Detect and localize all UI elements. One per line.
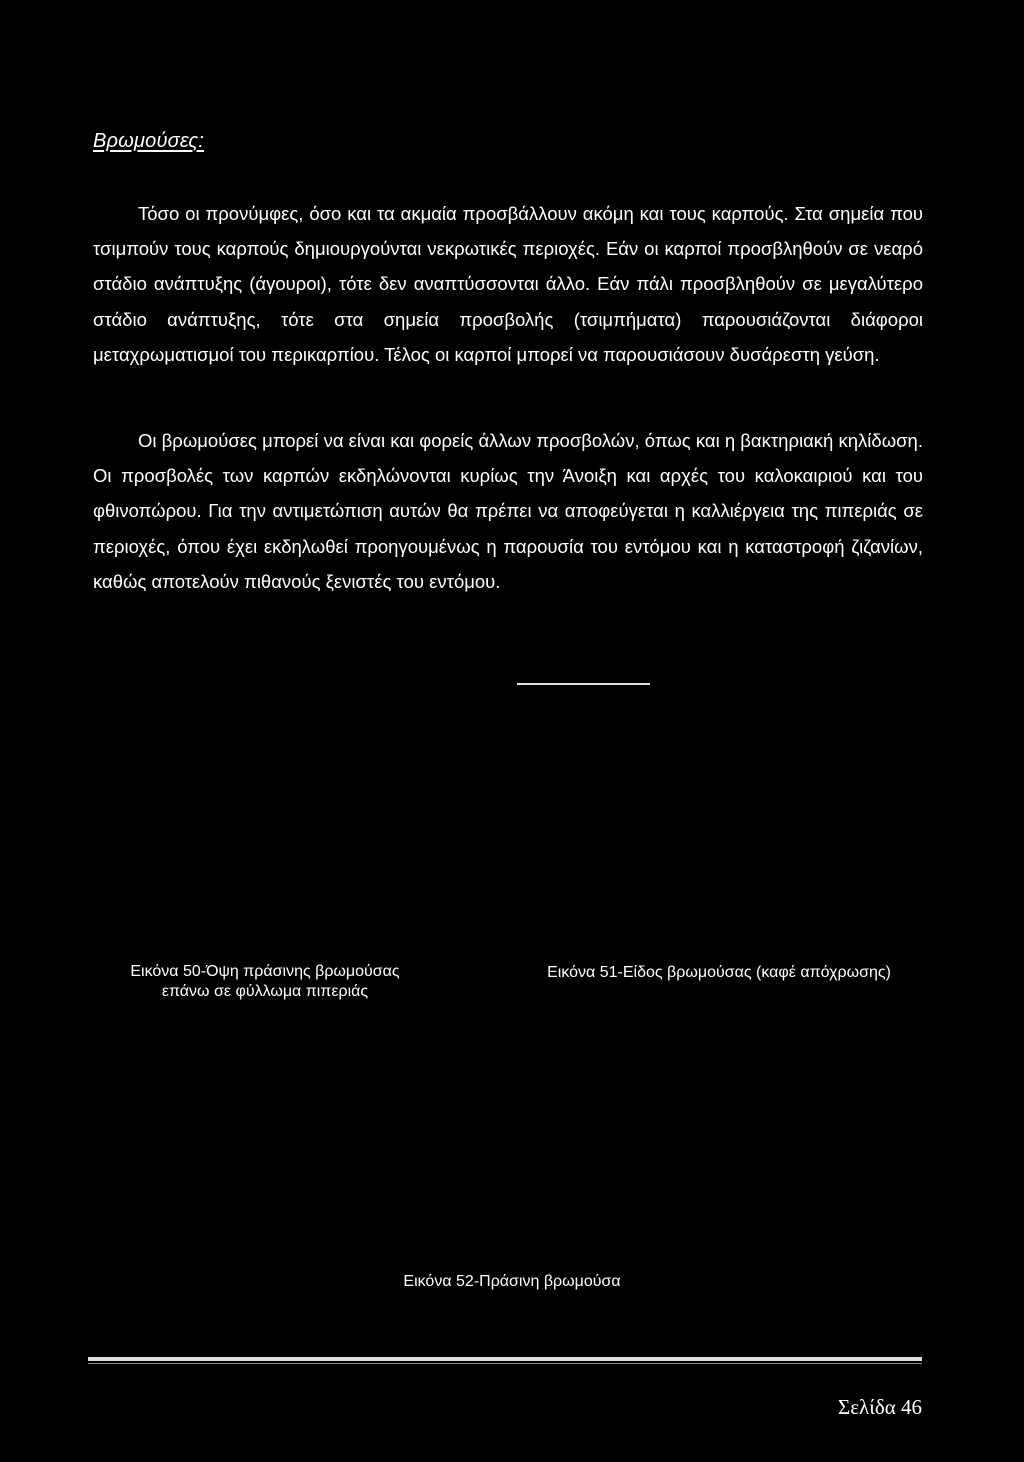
footer-rule <box>88 1357 922 1361</box>
figure-50-caption-line1: Εικόνα 50-Όψη πράσινης βρωμούσας <box>130 963 400 980</box>
figure-50-caption-line2: επάνω σε φύλλωμα πιπεριάς <box>161 983 369 1000</box>
section-title: Βρωμούσες: <box>93 130 205 152</box>
page-number: Σελίδα 46 <box>837 1395 922 1419</box>
paragraph-damage-description: Τόσο οι προνύμφες, όσο και τα ακμαία προσβάλλουν ακόμη και τους καρπούς. Στα σημεία που τσιμπούν τους καρπούς δημιουργούνται νεκρωτικές περιοχές. Εάν οι καρποί προσβληθούν σε νεαρό στάδιο ανάπτυξης (άγουροι), τότε δεν αναπτύσσονται άλλο. Εάν πάλι προσβληθούν σε μεγαλύτερο στάδιο ανάπτυξης, τότε στα σημεία προσβολής (τσιμπήματα) παρουσιάζονται διάφοροι μεταχρωματισμοί του περικαρπίου. Τέλος οι καρποί μπορεί να παρουσιάσουν δυσάρεστη γεύση. <box>93 203 923 365</box>
footer-rule-thin <box>88 1363 922 1364</box>
figure-50-caption <box>100 962 430 1002</box>
figure-51-caption <box>518 963 920 983</box>
figure-51-caption-line1: Εικόνα 51-Είδος βρωμούσας (καφέ απόχρωσης) <box>547 964 891 981</box>
figure-52-caption-line1: Εικόνα 52-Πράσινη βρωμούσα <box>403 1273 621 1290</box>
figure-52-caption <box>330 1272 694 1292</box>
section-separator <box>517 683 650 685</box>
paragraph-control-measures: Οι βρωμούσες μπορεί να είναι και φορείς άλλων προσβολών, όπως και η βακτηριακή κηλίδωση. Οι προσβολές των καρπών εκδηλώνονται κυρίως την Άνοιξη και αρχές του καλοκαιριού και του φθινοπώρου. Για την αντιμετώπιση αυτών θα πρέπει να αποφεύγεται η καλλιέργεια της πιπεριάς σε περιοχές, όπου έχει εκδηλωθεί προηγουμένως η παρουσία του εντόμου και η καταστροφή ζιζανίων, καθώς αποτελούν πιθανούς ξενιστές του εντόμου. <box>93 430 923 592</box>
